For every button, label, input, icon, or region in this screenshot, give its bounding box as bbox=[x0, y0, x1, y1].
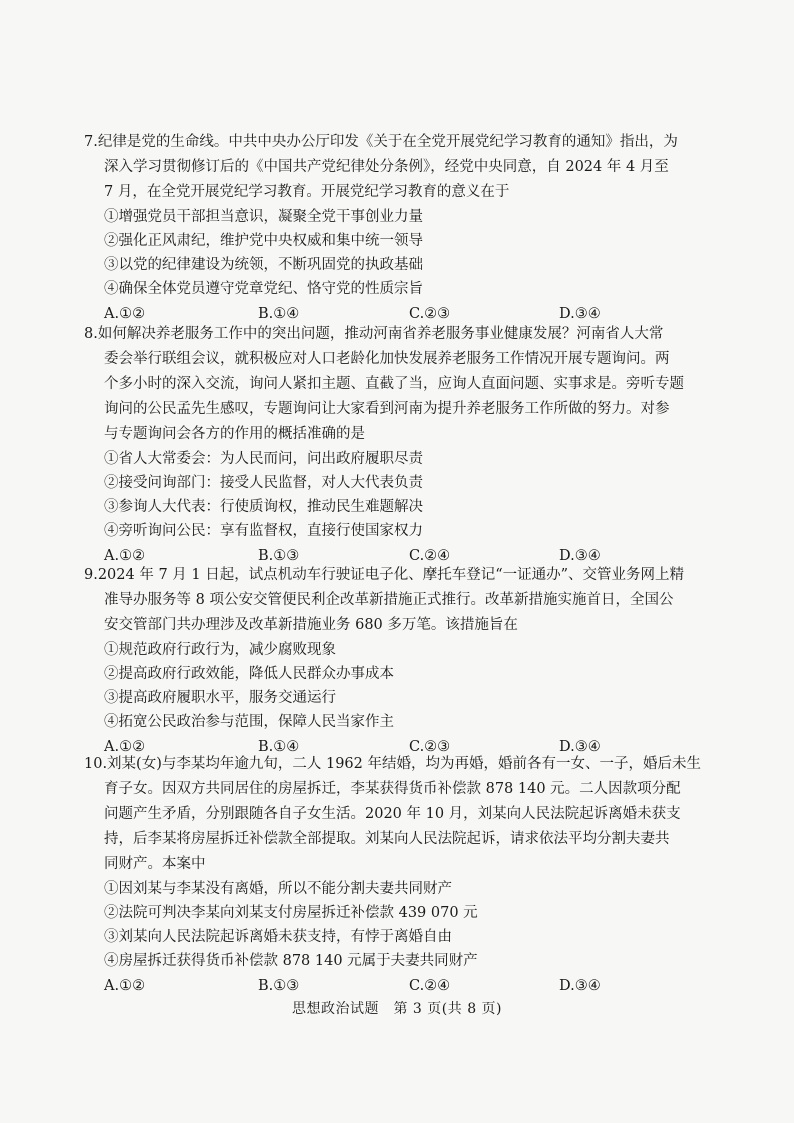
statement-option: ③提高政府履职水平，服务交通运行 bbox=[104, 690, 336, 706]
question-9 bbox=[84, 563, 704, 760]
choice-d: D.③④ bbox=[559, 978, 601, 994]
choice-c: C.②③ bbox=[409, 739, 451, 755]
choice-c: C.②④ bbox=[409, 548, 451, 564]
statement-option: ②接受问询部门：接受人民监督，对人大代表负责 bbox=[104, 475, 423, 491]
statement-option: ④房屋拆迁获得货币补偿款 878 140 元属于夫妻共同财产 bbox=[104, 953, 478, 969]
question-10 bbox=[84, 752, 704, 999]
statement-option: ②提高政府行政效能，降低人民群众办事成本 bbox=[104, 666, 394, 682]
choice-d: D.③④ bbox=[559, 739, 601, 755]
question-stem-line: 持，后李某将房屋拆迁补偿款全部提取。刘某向人民法院起诉，请求依法平均分割夫妻共 bbox=[104, 831, 670, 847]
question-stem-line: 与专题询问会各方的作用的概括准确的是 bbox=[104, 426, 365, 442]
statement-option: ①因刘某与李某没有离婚，所以不能分割夫妻共同财产 bbox=[104, 881, 452, 897]
question-stem-line: 7.纪律是党的生命线。中共中央办公厅印发《关于在全党开展党纪学习教育的通知》指出，为 bbox=[84, 134, 678, 150]
statement-option: ③参询人大代表：行使质询权，推动民生难题解决 bbox=[104, 499, 423, 515]
question-7 bbox=[84, 130, 704, 327]
choice-b: B.①③ bbox=[258, 978, 300, 994]
statement-option: ③以党的纪律建设为统领，不断巩固党的执政基础 bbox=[104, 257, 423, 273]
question-stem-line: 委会举行联组会议，就积极应对人口老龄化加快发展养老服务工作情况开展专题询问。两 bbox=[104, 351, 670, 367]
question-stem-line: 问题产生矛盾，分别跟随各自子女生活。2020 年 10 月，刘某向人民法院起诉离婚未获支 bbox=[104, 806, 681, 822]
choice-a: A.①② bbox=[104, 548, 146, 564]
question-stem-line: 同财产。本案中 bbox=[104, 856, 206, 872]
question-stem-line: 8.如何解决养老服务工作中的突出问题，推动河南省养老服务事业健康发展？河南省人大常 bbox=[84, 326, 664, 342]
statement-option: ④确保全体党员遵守党章党纪、恪守党的性质宗旨 bbox=[104, 281, 423, 297]
choice-a: A.①② bbox=[104, 978, 146, 994]
question-stem-line: 询问的公民孟先生感叹，专题询问让大家看到河南为提升养老服务工作所做的努力。对参 bbox=[104, 401, 670, 417]
question-stem-line: 育子女。因双方共同居住的房屋拆迁，李某获得货币补偿款 878 140 元。二人因款项分配 bbox=[104, 781, 681, 797]
statement-option: ②强化正风肃纪，维护党中央权威和集中统一领导 bbox=[104, 233, 423, 249]
choice-c: C.②④ bbox=[409, 978, 451, 994]
choice-b: B.①③ bbox=[258, 548, 300, 564]
statement-option: ④拓宽公民政治参与范围，保障人民当家作主 bbox=[104, 714, 394, 730]
statement-option: ④旁听询问公民：享有监督权，直接行使国家权力 bbox=[104, 523, 423, 539]
statement-option: ①增强党员干部担当意识，凝聚全党干事创业力量 bbox=[104, 209, 423, 225]
choice-a: A.①② bbox=[104, 306, 146, 322]
choice-d: D.③④ bbox=[559, 548, 601, 564]
question-stem-line: 10.刘某(女)与李某均年逾九旬，二人 1962 年结婚，均为再婚，婚前各有一女、一子，婚后未生 bbox=[84, 756, 701, 772]
question-stem-line: 个多小时的深入交流，询问人紧扣主题、直截了当，应询人直面问题、实事求是。旁听专题 bbox=[104, 376, 684, 392]
statement-option: ①省人大常委会：为人民而问，问出政府履职尽责 bbox=[104, 451, 423, 467]
question-stem-line: 7 月，在全党开展党纪学习教育。开展党纪学习教育的意义在于 bbox=[104, 184, 510, 200]
choice-c: C.②③ bbox=[409, 306, 451, 322]
question-stem-line: 深入学习贯彻修订后的《中国共产党纪律处分条例》，经党中央同意，自 2024 年 4 月至 bbox=[104, 159, 669, 175]
choice-d: D.③④ bbox=[559, 306, 601, 322]
choice-b: B.①④ bbox=[258, 306, 300, 322]
choice-b: B.①④ bbox=[258, 739, 300, 755]
choice-a: A.①② bbox=[104, 739, 146, 755]
page-footer: 思想政治试题 第 3 页(共 8 页) bbox=[291, 1001, 503, 1017]
statement-option: ②法院可判决李某向刘某支付房屋拆迁补偿款 439 070 元 bbox=[104, 905, 478, 921]
statement-option: ③刘某向人民法院起诉离婚未获支持，有悖于离婚自由 bbox=[104, 929, 452, 945]
answer-choices bbox=[104, 973, 704, 999]
question-stem-line: 准导办服务等 8 项公安交管便民利企改革新措施正式推行。改革新措施实施首日，全国公 bbox=[104, 592, 674, 608]
statement-option: ①规范政府行政行为，减少腐败现象 bbox=[104, 642, 336, 658]
question-stem-line: 9.2024 年 7 月 1 日起，试点机动车行驶证电子化、摩托车登记“一证通办”、交管业务网上精 bbox=[84, 567, 685, 583]
question-8 bbox=[84, 322, 704, 569]
question-stem-line: 安交管部门共办理涉及改革新措施业务 680 多万笔。该措施旨在 bbox=[104, 617, 518, 633]
